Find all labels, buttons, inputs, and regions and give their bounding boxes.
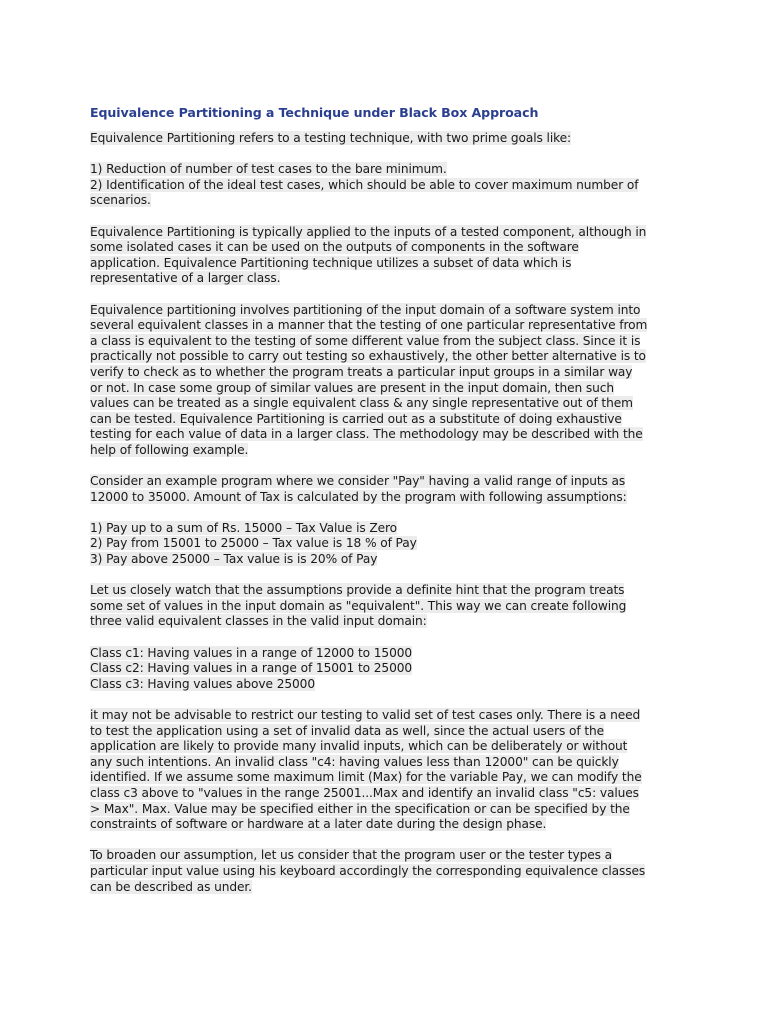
text-line bbox=[90, 802, 680, 818]
text-line-content: application. Equivalence Partitioning technique utilizes a subset of data which is bbox=[90, 255, 572, 270]
text-line bbox=[90, 240, 680, 256]
text-line-content: a class is equivalent to the testing of some different value from the subject class. Since it is bbox=[90, 333, 641, 348]
text-line-content: practically not possible to carry out testing so exhaustively, the other better alternative is to bbox=[90, 349, 646, 364]
text-line bbox=[90, 349, 680, 365]
paragraph bbox=[90, 848, 680, 895]
text-line-content: some set of values in the input domain as "equivalent". This way we can create following bbox=[90, 598, 627, 613]
text-line-content: 3) Pay above 25000 – Tax value is is 20% of Pay bbox=[90, 552, 378, 567]
document-content bbox=[90, 104, 680, 911]
text-line bbox=[90, 614, 680, 630]
text-line bbox=[90, 536, 680, 552]
text-line-content: Consider an example program where we consider "Pay" having a valid range of inputs as bbox=[90, 474, 626, 489]
text-line-content: Class c1: Having values in a range of 12000 to 15000 bbox=[90, 645, 413, 660]
text-line bbox=[90, 178, 680, 194]
paragraph bbox=[90, 521, 680, 568]
text-line bbox=[90, 708, 680, 724]
text-line bbox=[90, 786, 680, 802]
text-line-content: or not. In case some group of similar values are present in the input domain, then such bbox=[90, 380, 614, 395]
text-line bbox=[90, 225, 680, 241]
text-line-content: can be described as under. bbox=[90, 879, 252, 894]
text-line bbox=[90, 880, 680, 896]
text-line bbox=[90, 552, 680, 568]
text-line-content: scenarios. bbox=[90, 193, 151, 208]
text-line-content: Let us closely watch that the assumptions provide a definite hint that the program treats bbox=[90, 583, 625, 598]
paragraph bbox=[90, 131, 680, 147]
text-line-content: verify to check as to whether the program treats a particular input groups in a similar way bbox=[90, 364, 633, 379]
text-line bbox=[90, 770, 680, 786]
text-line-content: 2) Identification of the ideal test cases, which should be able to cover maximum number of bbox=[90, 177, 639, 192]
text-line bbox=[90, 365, 680, 381]
text-line bbox=[90, 739, 680, 755]
text-line bbox=[90, 396, 680, 412]
document-body bbox=[90, 131, 680, 895]
text-line-content: identified. If we assume some maximum limit (Max) for the variable Pay, we can modify the bbox=[90, 770, 642, 785]
text-line-content: three valid equivalent classes in the valid input domain: bbox=[90, 614, 427, 629]
text-line bbox=[90, 521, 680, 537]
text-line-content: some isolated cases it can be used on the outputs of components in the software bbox=[90, 240, 579, 255]
text-line-content: application are likely to provide many invalid inputs, which can be deliberately or without bbox=[90, 739, 628, 754]
text-line bbox=[90, 583, 680, 599]
text-line-content: > Max". Max. Value may be specified either in the specification or can be specified by the bbox=[90, 801, 630, 816]
text-line bbox=[90, 755, 680, 771]
text-line bbox=[90, 318, 680, 334]
text-line-content: Equivalence Partitioning is typically applied to the inputs of a tested component, although in bbox=[90, 224, 647, 239]
paragraph bbox=[90, 474, 680, 505]
text-line-content: help of following example. bbox=[90, 442, 249, 457]
text-line bbox=[90, 848, 680, 864]
text-line bbox=[90, 427, 680, 443]
text-line bbox=[90, 661, 680, 677]
text-line-content: testing for each value of data in a larger class. The methodology may be described with the bbox=[90, 427, 643, 442]
text-line-content: particular input value using his keyboard accordingly the corresponding equivalence classes bbox=[90, 863, 646, 878]
text-line bbox=[90, 256, 680, 272]
text-line-content: it may not be advisable to restrict our testing to valid set of test cases only. There is a need bbox=[90, 707, 641, 722]
text-line bbox=[90, 443, 680, 459]
text-line bbox=[90, 817, 680, 833]
text-line-content: Equivalence partitioning involves partitioning of the input domain of a software system into bbox=[90, 302, 641, 317]
text-line-content: values can be treated as a single equivalent class & any single representative out of them bbox=[90, 396, 633, 411]
text-line-content: To broaden our assumption, let us consider that the program user or the tester types a bbox=[90, 848, 612, 863]
text-line bbox=[90, 724, 680, 740]
text-line-content: 2) Pay from 15001 to 25000 – Tax value is 18 % of Pay bbox=[90, 536, 417, 551]
text-line bbox=[90, 334, 680, 350]
text-line-content: can be tested. Equivalence Partitioning is carried out as a substitute of doing exhaustive bbox=[90, 411, 622, 426]
text-line-content: 12000 to 35000. Amount of Tax is calculated by the program with following assumptions: bbox=[90, 489, 627, 504]
text-line bbox=[90, 474, 680, 490]
text-line bbox=[90, 303, 680, 319]
text-line bbox=[90, 271, 680, 287]
text-line bbox=[90, 490, 680, 506]
text-line-content: Equivalence Partitioning refers to a testing technique, with two prime goals like: bbox=[90, 131, 572, 145]
document-title: Equivalence Partitioning a Technique under Black Box Approach bbox=[90, 105, 539, 120]
text-line-content: several equivalent classes in a manner that the testing of one particular representative from bbox=[90, 318, 648, 333]
text-line bbox=[90, 412, 680, 428]
text-line-content: class c3 above to "values in the range 25001...Max and identify an invalid class "c5: values bbox=[90, 785, 639, 800]
text-line bbox=[90, 677, 680, 693]
paragraph bbox=[90, 708, 680, 833]
text-line bbox=[90, 131, 680, 147]
paragraph bbox=[90, 646, 680, 693]
text-line-content: 1) Pay up to a sum of Rs. 15000 – Tax Value is Zero bbox=[90, 520, 398, 535]
text-line-content: Class c2: Having values in a range of 15001 to 25000 bbox=[90, 661, 413, 676]
text-line bbox=[90, 381, 680, 397]
text-line bbox=[90, 599, 680, 615]
text-line bbox=[90, 193, 680, 209]
text-line-content: representative of a larger class. bbox=[90, 271, 281, 286]
text-line bbox=[90, 864, 680, 880]
text-line-content: 1) Reduction of number of test cases to the bare minimum. bbox=[90, 162, 447, 177]
paragraph bbox=[90, 303, 680, 459]
paragraph bbox=[90, 225, 680, 287]
text-line-content: any such intentions. An invalid class "c4: having values less than 12000" can be quickly bbox=[90, 754, 619, 769]
text-line bbox=[90, 646, 680, 662]
text-line-content: to test the application using a set of invalid data as well, since the actual users of the bbox=[90, 723, 605, 738]
text-line-content: constraints of software or hardware at a later date during the design phase. bbox=[90, 817, 547, 832]
text-line-content: Class c3: Having values above 25000 bbox=[90, 676, 315, 691]
text-line bbox=[90, 162, 680, 178]
paragraph bbox=[90, 162, 680, 209]
paragraph bbox=[90, 583, 680, 630]
